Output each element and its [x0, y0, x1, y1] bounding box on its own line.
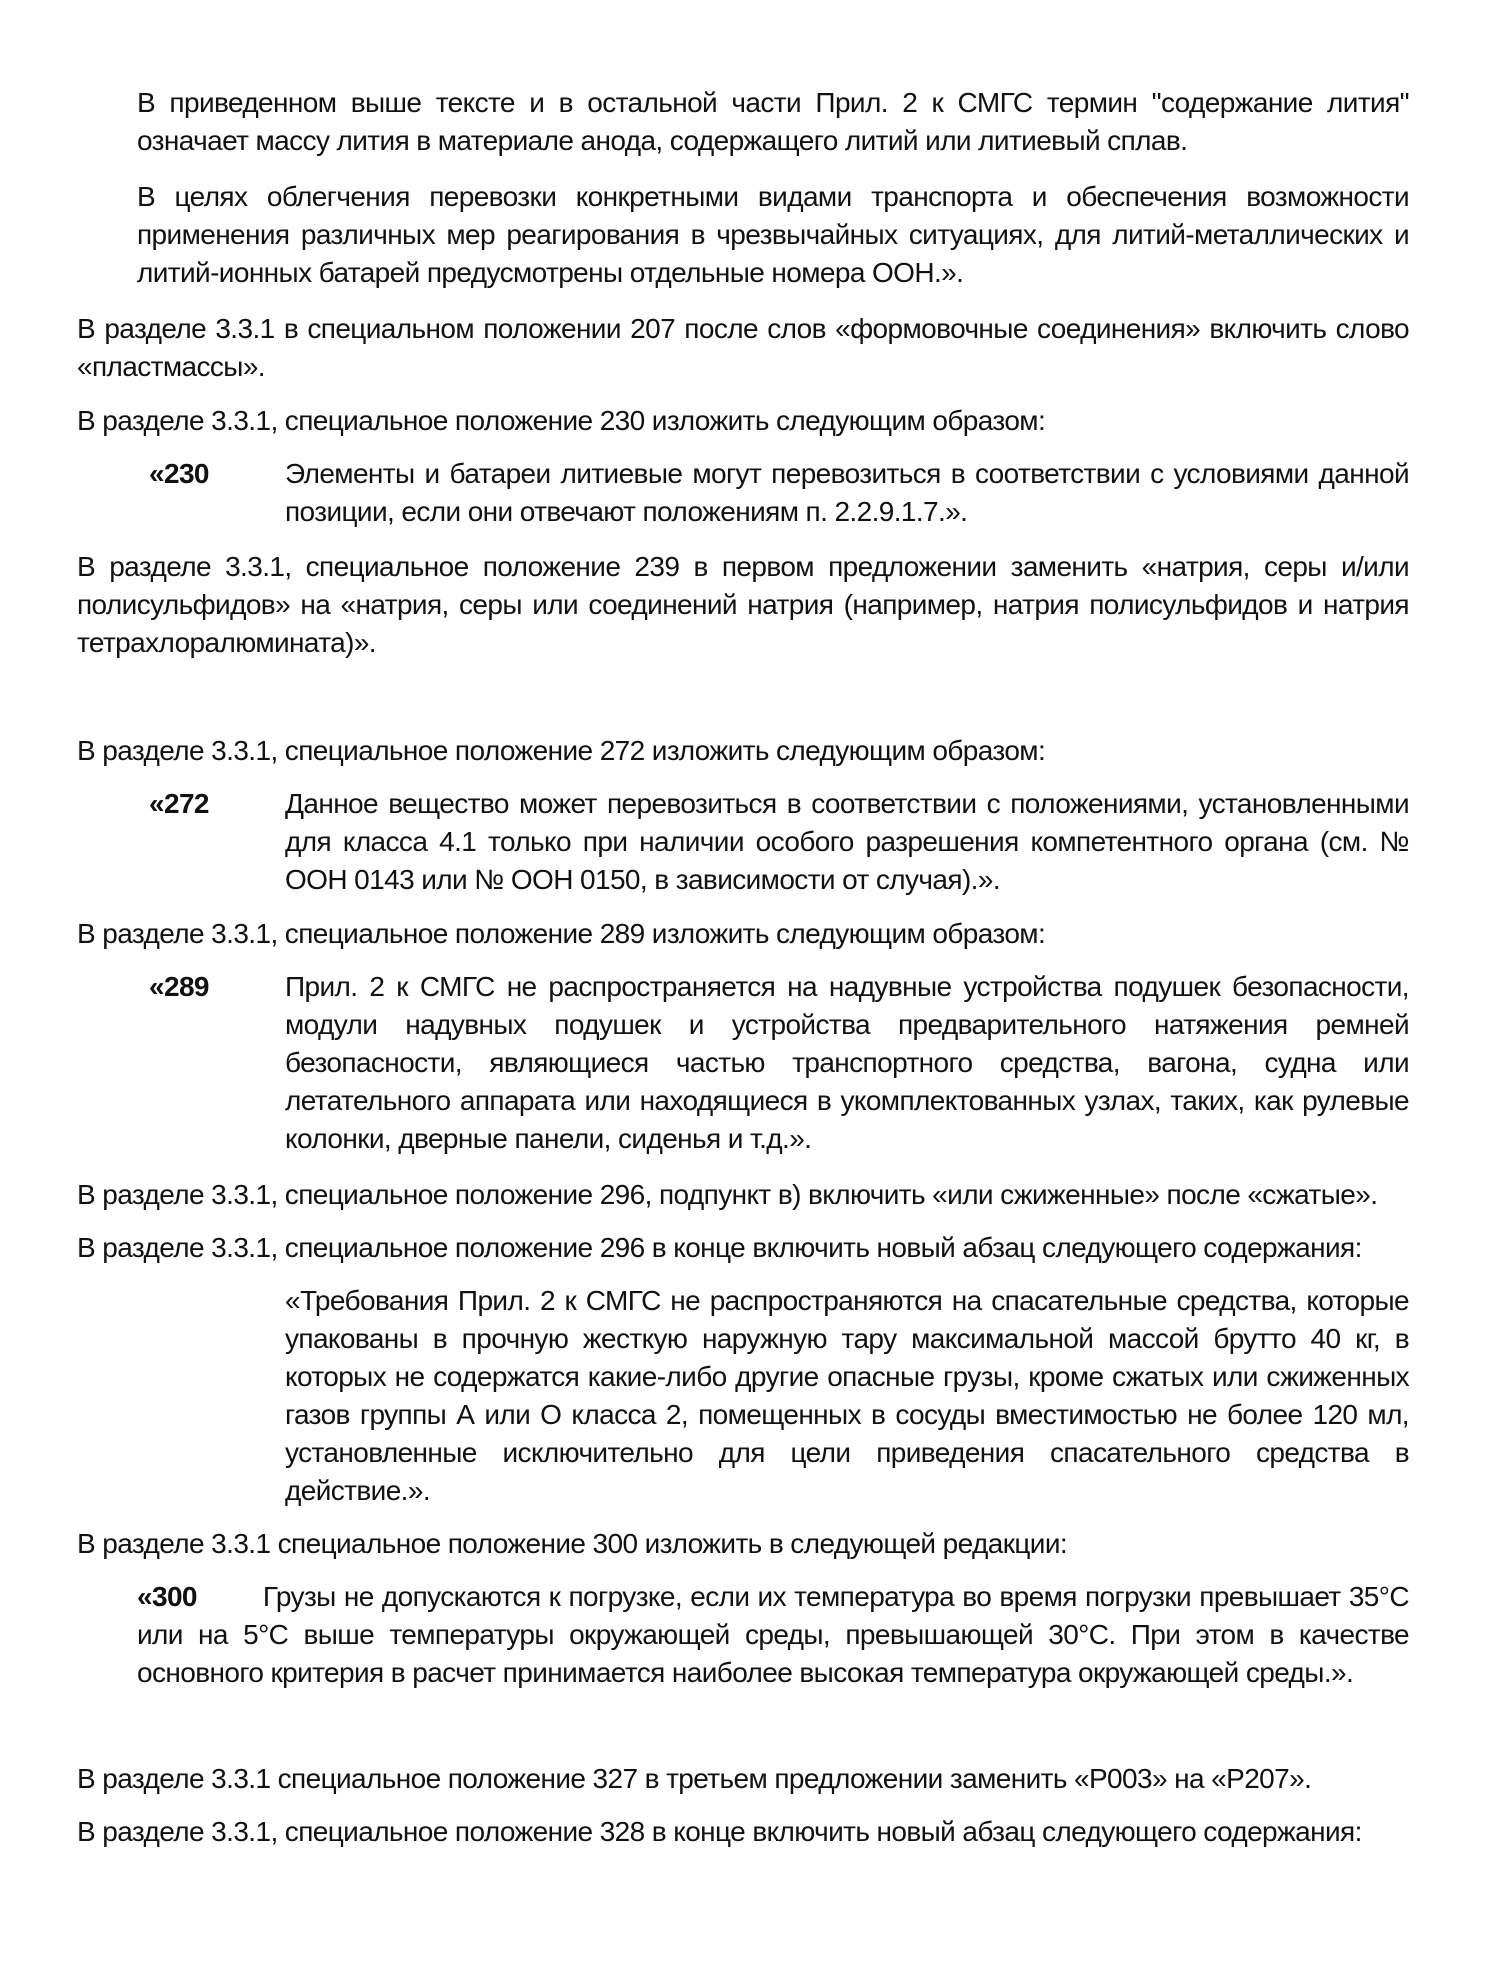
- paragraph-sp239: В разделе 3.3.1, специальное положение 239 в первом предложении заменить «натрия, серы и/или полисульфидов» на «натрия, серы или соединений натрия (например, натрия полисульфидов и натрия тетрахлоралюмината)».: [77, 551, 1409, 658]
- paragraph-sp289-intro: В разделе 3.3.1, специальное положение 289 изложить следующим образом:: [77, 918, 1046, 949]
- paragraph-sp328-intro: В разделе 3.3.1, специальное положение 328 в конце включить новый абзац следующего содержания:: [77, 1816, 1362, 1847]
- paragraph-sp300-intro: В разделе 3.3.1 специальное положение 300 изложить в следующей редакции:: [77, 1528, 1068, 1559]
- paragraph-sp272-intro: В разделе 3.3.1, специальное положение 272 изложить следующим образом:: [77, 735, 1046, 766]
- paragraph-sp207: В разделе 3.3.1 в специальном положении 207 после слов «формовочные соединения» включить слово «пластмассы».: [77, 313, 1409, 382]
- paragraph-sp296-intro: В разделе 3.3.1, специальное положение 296 в конце включить новый абзац следующего содержания:: [77, 1232, 1362, 1263]
- paragraph-sp327: В разделе 3.3.1 специальное положение 327 в третьем предложении заменить «Р003» на «Р207».: [77, 1763, 1312, 1794]
- provision-number: «300: [137, 1581, 197, 1612]
- provision-300: [137, 1578, 1409, 1692]
- quote-sp296: «Требования Прил. 2 к СМГС не распространяются на спасательные средства, которые упакованы в прочную жесткую наружную тару максимальной массой брутто 40 кг, в которых не содержатся какие-либо другие опасные грузы, кроме сжатых или сжиженных газов группы А или О класса 2, помещенных в сосуды вместимостью не более 120 мл, установленные исключительно для цели приведения спасательного средства в действие.».: [285, 1285, 1409, 1506]
- provision-text: Данное вещество может перевозиться в соответствии с положениями, установленными для класса 4.1 только при наличии особого разрешения компетентного органа (см. № ООН 0143 или № ООН 0150, в зависимости от случая).».: [285, 788, 1409, 895]
- provision-number: «289: [149, 971, 209, 1002]
- paragraph-un-numbers: В целях облегчения перевозки конкретными видами транспорта и обеспечения возможности применения различных мер реагирования в чрезвычайных ситуациях, для литий-металлических и литий-ионных батарей предусмотрены отдельные номера ООН.».: [137, 181, 1409, 288]
- paragraph-sp296-subitem: В разделе 3.3.1, специальное положение 296, подпункт в) включить «или сжиженные» после «сжатые».: [77, 1179, 1378, 1210]
- paragraph-sp230-intro: В разделе 3.3.1, специальное положение 230 изложить следующим образом:: [77, 405, 1046, 436]
- paragraph-lithium-content: В приведенном выше тексте и в остальной части Прил. 2 к СМГС термин "содержание лития" означает массу лития в материале анода, содержащего литий или литиевый сплав.: [137, 87, 1409, 156]
- provision-number: «230: [149, 458, 209, 489]
- provision-text: Элементы и батареи литиевые могут перевозиться в соответствии с условиями данной позиции, если они отвечают положениям п. 2.2.9.1.7.».: [285, 458, 1409, 527]
- provision-number: «272: [149, 788, 209, 819]
- provision-text: Прил. 2 к СМГС не распространяется на надувные устройства подушек безопасности, модули надувных подушек и устройства предварительного натяжения ремней безопасности, являющиеся частью транспортного средства, вагона, судна или летательного аппарата или находящиеся в укомплектованных узлах, таких, как рулевые колонки, дверные панели, сиденья и т.д.».: [285, 971, 1409, 1154]
- provision-text: Грузы не допускаются к погрузке, если их температура во время погрузки превышает 35°С или на 5°С выше температуры окружающей среды, превышающей 30°С. При этом в качестве основного критерия в расчет принимается наиболее высокая температура окружающей среды.».: [137, 1581, 1409, 1688]
